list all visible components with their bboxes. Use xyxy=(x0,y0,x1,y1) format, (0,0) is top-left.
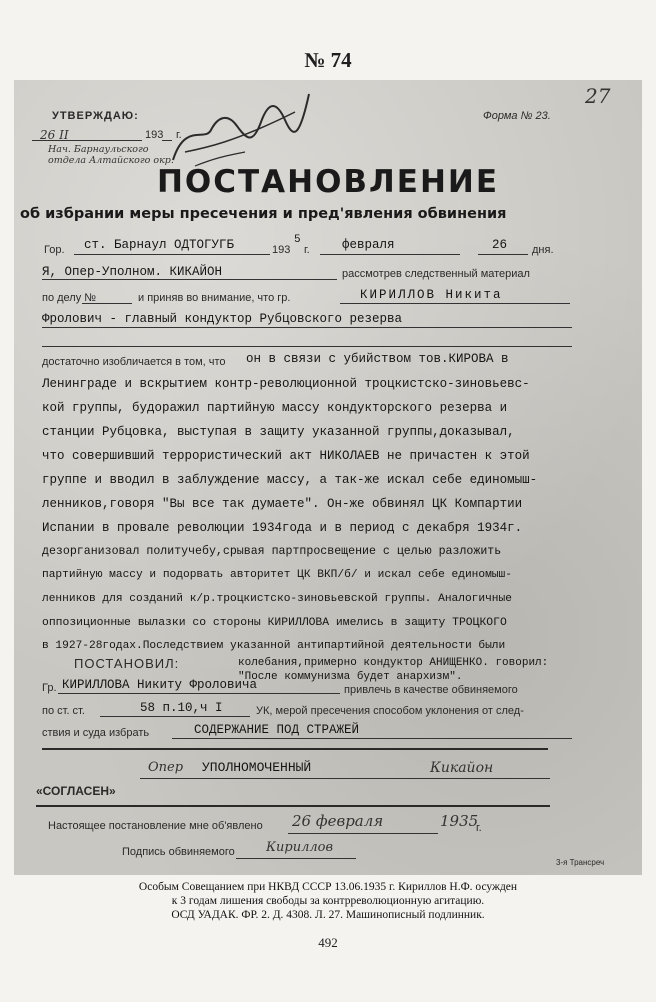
charge-line: колебания,примерно кондуктор АНИЩЕНКО. говорил: xyxy=(238,657,549,669)
accused-prefix: Гр. xyxy=(42,682,57,694)
announced-date-rule xyxy=(288,833,438,834)
agreed-divider xyxy=(36,805,550,807)
article-prefix: по ст. ст. xyxy=(42,705,85,717)
accused-rule xyxy=(42,327,572,328)
approve-label: УТВЕРЖДАЮ: xyxy=(52,110,139,122)
archival-caption xyxy=(0,880,656,922)
accused-text: привлечь в качестве обвиняемого xyxy=(344,684,518,696)
place-prefix: Гор. xyxy=(44,244,65,256)
month-rule xyxy=(320,254,460,255)
article-rule xyxy=(100,716,250,717)
measure-value: СОДЕРЖАНИЕ ПОД СТРАЖЕЙ xyxy=(194,723,360,737)
section-divider xyxy=(42,748,548,750)
place-day-suffix: дня. xyxy=(532,244,554,256)
approve-handwritten-note: Нач. Барнаульского отдела Алтайского окр. xyxy=(48,144,174,166)
case-text: и приняв во внимание, что гр. xyxy=(138,292,291,304)
announced-date-hand: 26 февраля xyxy=(292,812,384,830)
agreed-rule xyxy=(140,778,550,779)
place-rule xyxy=(74,254,270,255)
charge-line: "После коммунизма будет анархизм". xyxy=(238,671,463,683)
officer-name: Я, Опер-Уполном. КИКАЙОН xyxy=(42,265,223,279)
case-name-rule xyxy=(340,303,570,304)
accused-name: КИРИЛЛОВА Никиту Фроловича xyxy=(62,678,258,692)
agreed-officer-title: УПОЛНОМОЧЕННЫЙ xyxy=(202,760,312,775)
charge-line: ленников,говоря "Вы все так думаете". Он-же обвинял ЦК Компартии xyxy=(42,497,523,511)
caption-line: Особым Совещанием при НКВД СССР 13.06.1935 г. Кириллов Н.Ф. осужден xyxy=(138,881,518,893)
charge-line: группе и вводил в заблуждение массу, а так-же искал себе единомыш- xyxy=(42,473,538,487)
measure-rule xyxy=(172,738,572,739)
charge-line: дезорганизовал политучебу,срывая партпросвещение с целью разложить xyxy=(42,545,502,558)
announced-year-suffix: г. xyxy=(476,822,482,834)
handwritten-page-number: 27 xyxy=(585,84,611,108)
place-day: 26 xyxy=(492,238,508,252)
charge-line: в 1927-28годах.Последствием указанной антипартийной деятельности были xyxy=(42,640,506,652)
measure-prefix: ствия и суда избрать xyxy=(42,727,150,739)
charge-line: оппозиционные вылазки со стороны КИРИЛЛОВА имелись в защиту ТРОЦКОГО xyxy=(42,617,507,629)
document-subtitle: об избрании меры пресечения и пред'явления обвинения xyxy=(20,206,507,222)
caption-line: ОСД УАДАК. ФР. 2. Д. 4308. Л. 27. Машинописный подлинник. xyxy=(171,909,485,921)
announced-text: Настоящее постановление мне об'явлено xyxy=(48,820,263,832)
agreed-hand-signature: Кикайон xyxy=(430,760,494,776)
announced-year-hand: 1935 xyxy=(440,812,479,830)
place-month: февраля xyxy=(342,238,395,252)
accused-signature-hand: Кириллов xyxy=(266,840,334,855)
document-number: № 74 xyxy=(304,48,352,72)
page-number: 492 xyxy=(318,935,338,950)
blank-rule xyxy=(42,346,572,347)
place-year: 193 xyxy=(272,244,291,256)
place-value: ст. Барнаул ОДТОГУГБ xyxy=(84,238,235,252)
agreed-hand-prefix: Опер xyxy=(148,760,184,775)
place-year-digit: 5 xyxy=(294,234,301,246)
article-text: УК, мерой пресечения способом уклонения от след- xyxy=(256,705,524,717)
case-accused-name: КИРИЛЛОВ Никита xyxy=(360,288,503,302)
accused-name-rule xyxy=(58,693,340,694)
case-number-rule xyxy=(82,303,132,304)
approve-date-rule xyxy=(32,140,142,141)
form-number: Форма № 23. xyxy=(483,110,551,122)
charge-line: партийную массу и подорвать авторитет ЦК ВКП/б/ и искал себе единомыш- xyxy=(42,569,512,581)
case-prefix: по делу № xyxy=(42,292,97,304)
charge-line: кой группы, будоражил партийную массу кондукторского резерва и xyxy=(42,401,508,415)
caption-line: к 3 годам лишения свободы за контрреволюционную агитацию. xyxy=(171,895,485,907)
day-rule xyxy=(478,254,528,255)
approve-year: 193 xyxy=(145,129,164,141)
signature-rule xyxy=(236,858,356,859)
charge-line: Испании в провале революции 1934года и в период с декабря 1934г. xyxy=(42,521,523,535)
charge-line: Ленинграде и вскрытием контр-революционной троцкистско-зиновьевс- xyxy=(42,377,530,391)
charge-line: он в связи с убийством тов.КИРОВА в xyxy=(246,352,509,366)
officer-rule xyxy=(42,279,337,280)
approve-year-suffix: г. xyxy=(176,129,182,141)
resolved-label: ПОСТАНОВИЛ: xyxy=(74,656,180,671)
document-title: ПОСТАНОВЛЕНИЕ xyxy=(156,164,500,200)
officer-text: рассмотрев следственный материал xyxy=(342,268,530,280)
printer-note: 3-я Трансреч xyxy=(556,858,605,867)
charge-intro: достаточно изобличается в том, что xyxy=(42,356,226,368)
charge-line: станции Рубцовка, выступая в защиту указанной группы,доказывал, xyxy=(42,425,515,439)
approve-date-hand: 26 II xyxy=(40,128,69,142)
signature-label: Подпись обвиняемого xyxy=(122,846,235,858)
charge-line: что совершивший террористический акт НИКОЛАЕВ не причастен к этой xyxy=(42,449,530,463)
article-value: 58 п.10,ч I xyxy=(140,701,223,715)
accused-description: Фролович - главный кондуктор Рубцовского резерва xyxy=(42,312,403,326)
charge-line: ленников для созданий к/р.троцкистско-зиновьевской группы. Аналогичные xyxy=(42,593,512,605)
agreed-label: «СОГЛАСЕН» xyxy=(36,784,116,798)
place-year-suffix: г. xyxy=(304,244,310,256)
